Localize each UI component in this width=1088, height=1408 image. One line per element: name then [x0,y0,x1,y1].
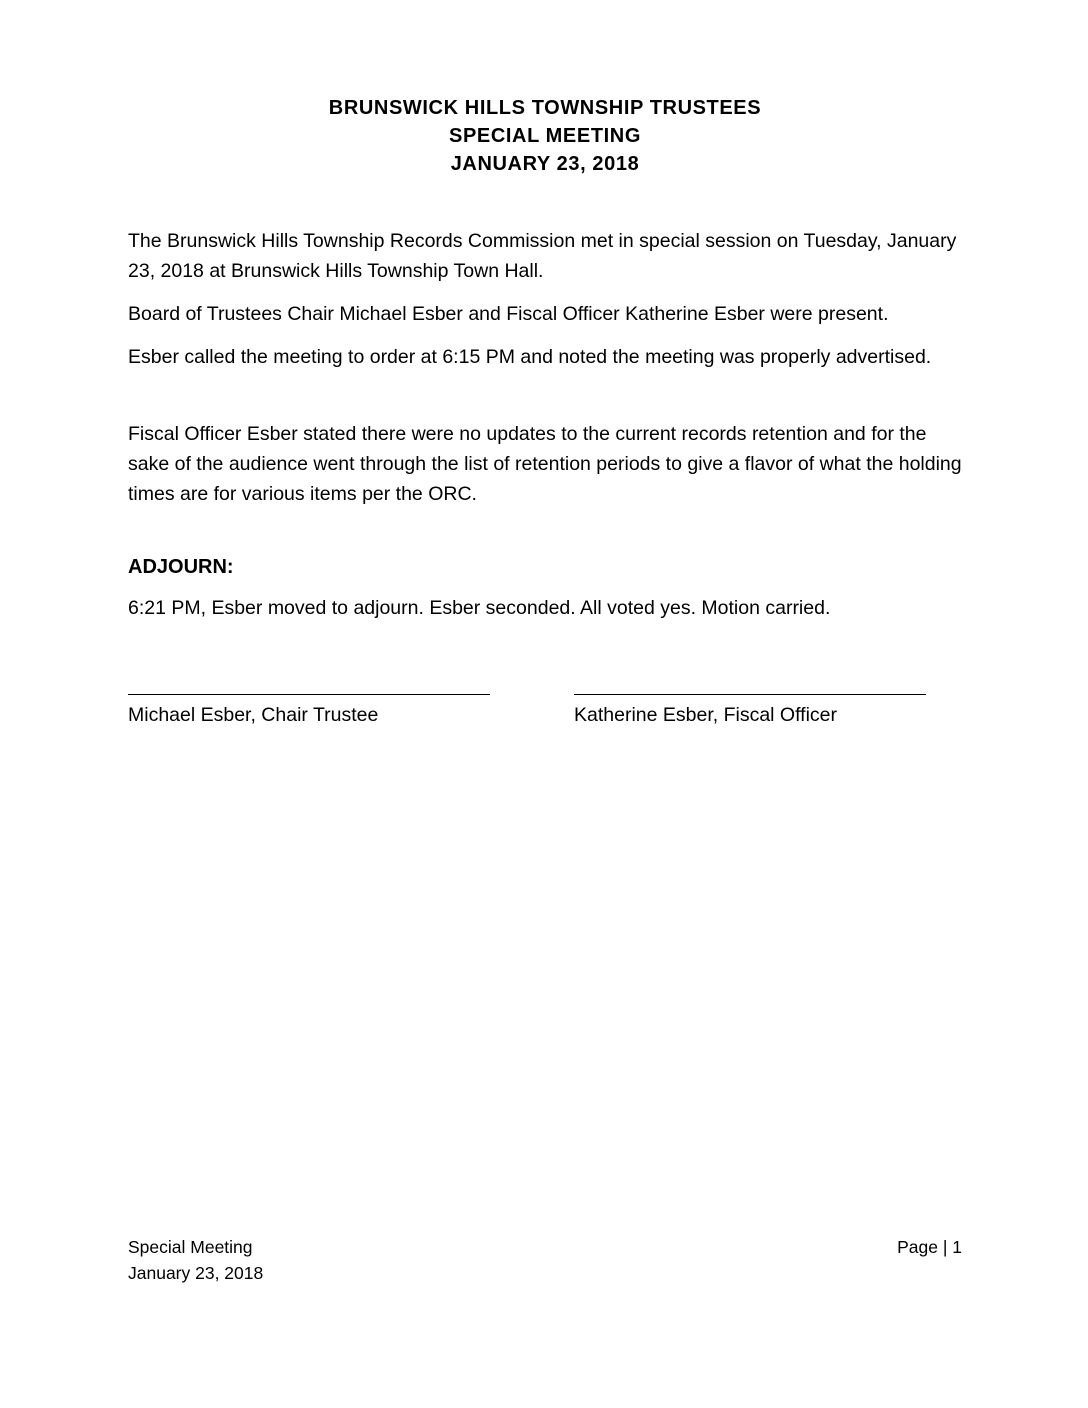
title-line-3: JANUARY 23, 2018 [450,153,640,175]
page-number: Page | 1 [897,1237,962,1257]
signature-row [128,693,962,730]
title-line-2: SPECIAL MEETING [449,125,641,147]
title-line-1: BRUNSWICK HILLS TOWNSHIP TRUSTEES [328,97,762,119]
page-footer [128,1234,962,1286]
signature-line-chair [128,693,490,695]
footer-meeting-date: January 23, 2018 [128,1263,264,1283]
signature-block-fiscal-officer [574,693,926,730]
paragraph-records-retention: Fiscal Officer Esber stated there were no updates to the current records retention and for the sake of the audience went through the list of retention periods to give a flavor of what the holding times are for various items per the ORC. [128,423,962,505]
signature-name-fiscal-officer: Katherine Esber, Fiscal Officer [574,704,838,726]
paragraph-attendance: Board of Trustees Chair Michael Esber and Fiscal Officer Katherine Esber were present. [128,303,889,325]
paragraph-call-to-order: Esber called the meeting to order at 6:15 PM and noted the meeting was properly advertised. [128,346,932,368]
signature-line-fiscal-officer [574,693,926,695]
signature-name-chair: Michael Esber, Chair Trustee [128,704,379,726]
footer-left [128,1234,263,1286]
signature-block-chair [128,693,490,730]
document-content [128,94,962,730]
adjourn-heading: ADJOURN: [128,556,234,578]
document-title [128,94,962,178]
adjourn-text: 6:21 PM, Esber moved to adjourn. Esber seconded. All voted yes. Motion carried. [128,597,831,619]
paragraph-session-intro: The Brunswick Hills Township Records Commission met in special session on Tuesday, January 23, 2018 at Brunswick Hills Township Town Hall. [128,230,957,282]
footer-meeting-type: Special Meeting [128,1237,253,1257]
